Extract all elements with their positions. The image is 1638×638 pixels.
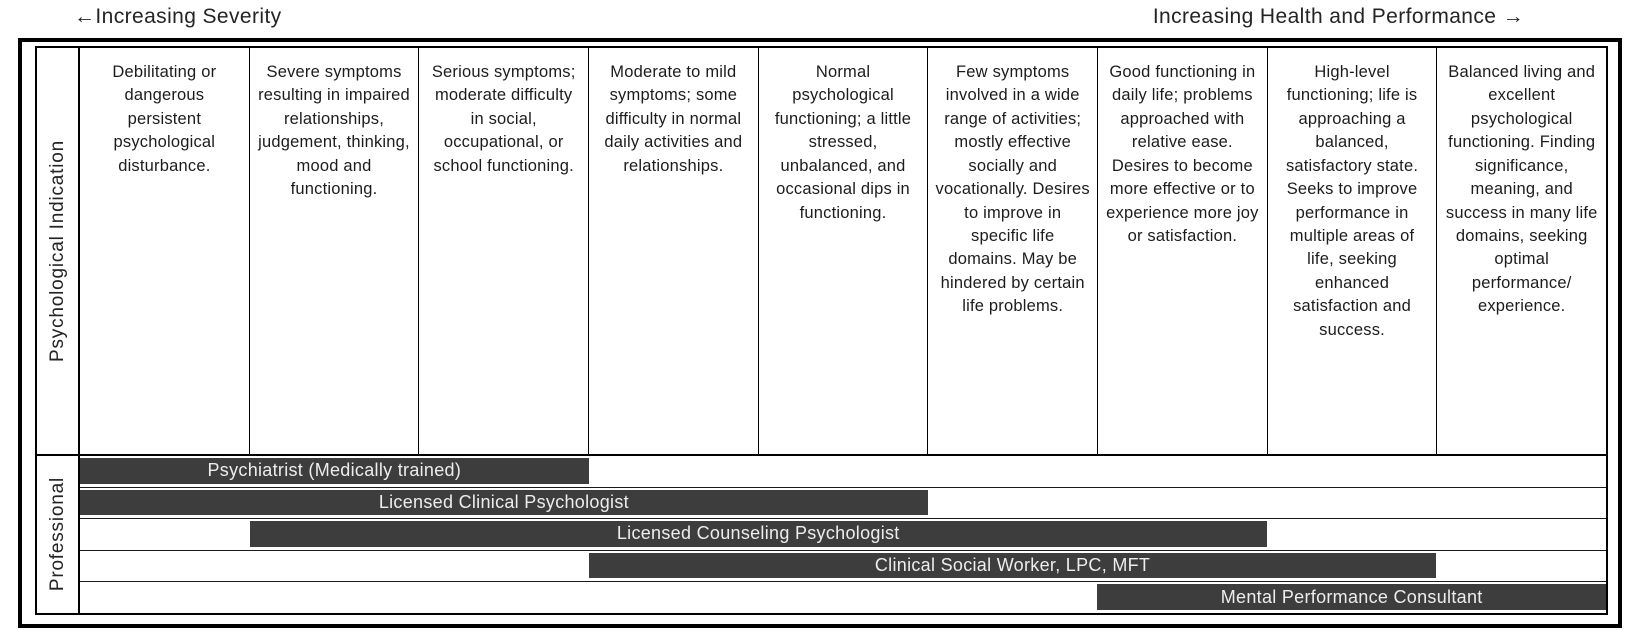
axis-header bbox=[0, 3, 1638, 29]
professional-row-counseling-psychologist bbox=[80, 519, 1606, 551]
professional-bar-label: Licensed Clinical Psychologist bbox=[378, 491, 629, 512]
professional-section bbox=[37, 454, 1606, 613]
professional-row-social-worker bbox=[80, 551, 1606, 583]
continuum-table bbox=[35, 46, 1608, 615]
indication-cell-8: High-level functioning; life is approaching a balanced, satisfactory state. Seeks to improve performance in multiple areas of life, seeking enhanced satisfaction and success. bbox=[1268, 48, 1438, 454]
indication-cell-9: Balanced living and excellent psychological functioning. Finding significance, meaning, and success in many life domains, seeking optimal performance/ experience. bbox=[1445, 63, 1598, 316]
professional-bars bbox=[80, 456, 1606, 613]
indication-columns bbox=[80, 48, 1606, 454]
professional-bar-social-worker bbox=[589, 553, 1437, 579]
health-direction-label: Increasing Health and Performance → bbox=[1152, 5, 1524, 28]
indication-cell-1: Debilitating or dangerous persistent psychological disturbance. bbox=[80, 48, 250, 454]
professional-bar-clinical-psychologist bbox=[80, 490, 928, 516]
indication-cell-3: Serious symptoms; moderate difficulty in social, occupational, or school functioning. bbox=[419, 48, 589, 454]
professional-bar-label: Mental Performance Consultant bbox=[1220, 586, 1483, 607]
professional-bar-counseling-psychologist bbox=[250, 521, 1267, 547]
professional-row-mental-performance-consultant bbox=[80, 582, 1606, 613]
indication-cell-2: Severe symptoms resulting in impaired relationships, judgement, thinking, mood and functioning. bbox=[250, 48, 420, 454]
professional-row-label-cell bbox=[37, 456, 80, 613]
indication-row-label: Psychological Indication bbox=[46, 140, 68, 362]
indication-cell-7: Good functioning in daily life; problems approached with relative ease. Desires to become more effective or to experience more joy or satisfaction. bbox=[1098, 48, 1268, 454]
indication-cell-6: Few symptoms involved in a wide range of activities; mostly effective socially and vocationally. Desires to improve in specific life domains. May be hindered by certain life problems. bbox=[928, 48, 1098, 454]
professional-bar-psychiatrist bbox=[80, 458, 589, 484]
indication-cell-4: Moderate to mild symptoms; some difficulty in normal daily activities and relationships. bbox=[589, 48, 759, 454]
indication-row-label-cell bbox=[37, 48, 80, 454]
professional-row-psychiatrist bbox=[80, 456, 1606, 488]
professional-bar-label: Clinical Social Worker, LPC, MFT bbox=[874, 555, 1151, 576]
severity-direction-label: ←Increasing Severity bbox=[74, 5, 282, 28]
psychological-indication-section bbox=[37, 48, 1606, 454]
professional-row-label: Professional bbox=[46, 477, 68, 592]
professional-bar-label: Licensed Counseling Psychologist bbox=[616, 523, 900, 544]
outer-frame bbox=[18, 38, 1622, 628]
indication-cell-5: Normal psychological functioning; a little stressed, unbalanced, and occasional dips in functioning. bbox=[759, 48, 929, 454]
professional-bar-mental-performance-consultant bbox=[1097, 584, 1606, 610]
professional-bar-label: Psychiatrist (Medically trained) bbox=[207, 460, 462, 481]
professional-row-clinical-psychologist bbox=[80, 488, 1606, 520]
